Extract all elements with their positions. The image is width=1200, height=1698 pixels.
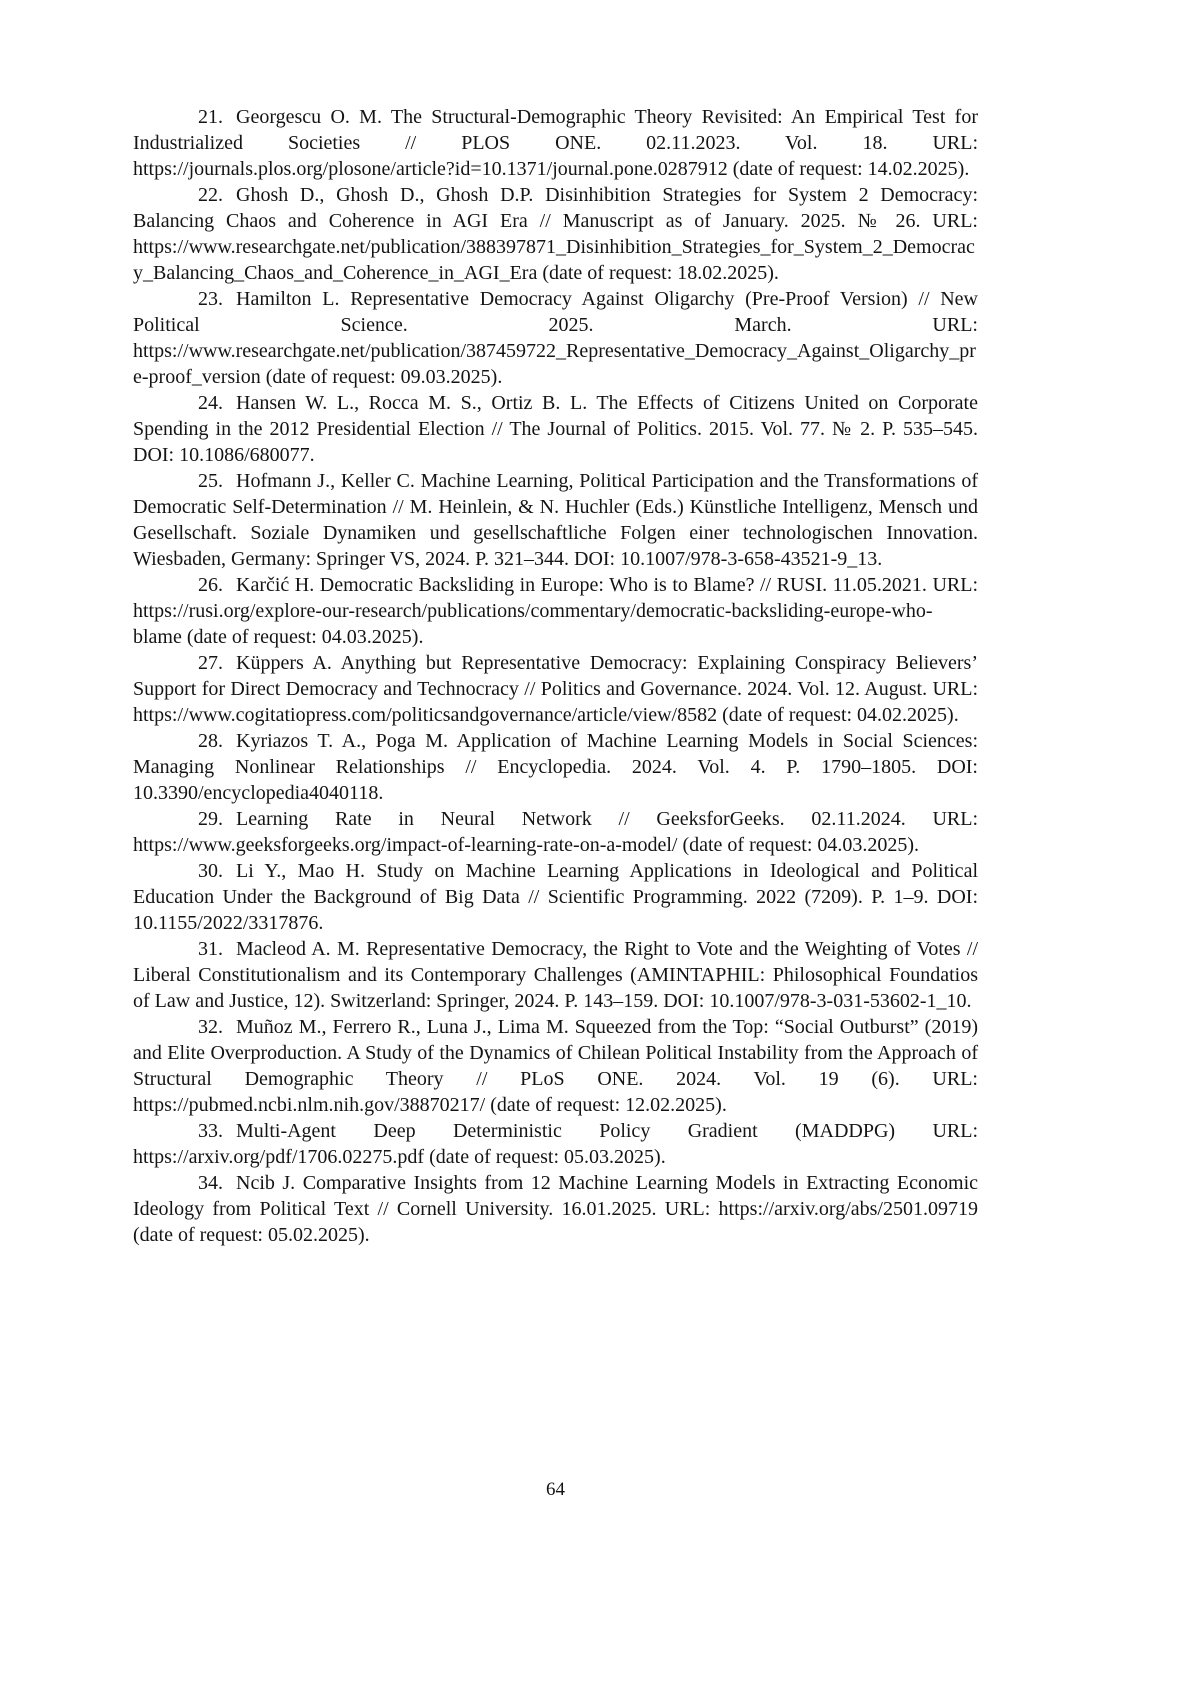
reference-text: Macleod A. M. Representative Democracy, the Right to Vote and the Weighting of Votes // Liberal Constitutionalism and its Contemporary Challenges (AMINTAPHIL: Philosophical Foundatios of Law and Justice, 12). Switzerland: Springer, 2024. P. 143–159. DOI: 10.1007/978-3-031-53602-1_10. (133, 938, 978, 1012)
reference-number: 30. (198, 860, 223, 882)
page-footer (133, 1477, 978, 1503)
reference-text: Learning Rate in Neural Network // GeeksforGeeks. 02.11.2024. URL: https://www.geeksforgeeks.org/impact-of-learning-rate-on-a-model/ (date of request: 04.03.2025). (133, 808, 978, 856)
reference-entry (133, 1014, 978, 1118)
reference-number: 21. (198, 106, 223, 128)
reference-number: 22. (198, 184, 223, 206)
reference-number: 27. (198, 652, 223, 674)
reference-text: Multi-Agent Deep Deterministic Policy Gradient (MADDPG) URL: https://arxiv.org/pdf/1706.02275.pdf (date of request: 05.03.2025). (133, 1120, 978, 1168)
reference-number: 23. (198, 288, 223, 310)
reference-entry (133, 728, 978, 806)
reference-text: Ncib J. Comparative Insights from 12 Machine Learning Models in Extracting Economic Ideology from Political Text // Cornell University. 16.01.2025. URL: https://arxiv.org/abs/2501.09719 (date of request: 05.02.2025). (133, 1172, 978, 1246)
reference-entry (133, 468, 978, 572)
reference-number: 33. (198, 1120, 223, 1142)
reference-entry (133, 858, 978, 936)
reference-number: 29. (198, 808, 223, 830)
reference-entry (133, 806, 978, 858)
references-list (133, 104, 978, 1248)
reference-text: Georgescu O. M. The Structural-Demographic Theory Revisited: An Empirical Test for Industrialized Societies // PLOS ONE. 02.11.2023. Vol. 18. URL: https://journals.plos.org/plosone/article?id=10.1371/journal.pone.0287912 (date of request: 14.02.2025). (133, 106, 978, 180)
reference-number: 28. (198, 730, 223, 752)
reference-text: Hofmann J., Keller C. Machine Learning, Political Participation and the Transformations of Democratic Self-Determination // M. Heinlein, & N. Huchler (Eds.) Künstliche Intelligenz, Mensch und Gesellschaft. Soziale Dynamiken und gesellschaftliche Folgen einer technologischen Innovation. Wiesbaden, Germany: Springer VS, 2024. P. 321–344. DOI: 10.1007/978-3-658-43521-9_13. (133, 470, 978, 570)
reference-text: Muñoz M., Ferrero R., Luna J., Lima M. Squeezed from the Top: “Social Outburst” (2019) and Elite Overproduction. A Study of the Dynamics of Chilean Political Instability from the Approach of Structural Demographic Theory // PLoS ONE. 2024. Vol. 19 (6). URL: https://pubmed.ncbi.nlm.nih.gov/38870217/ (date of request: 12.02.2025). (133, 1016, 978, 1116)
reference-entry (133, 572, 978, 650)
reference-number: 24. (198, 392, 223, 414)
reference-entry (133, 286, 978, 390)
reference-text: Küppers A. Anything but Representative Democracy: Explaining Conspiracy Believers’ Support for Direct Democracy and Technocracy // Politics and Governance. 2024. Vol. 12. August. URL: https://www.cogitatiopress.com/politicsandgovernance/article/view/8582 (date of request: 04.02.2025). (133, 652, 978, 726)
reference-entry (133, 650, 978, 728)
reference-text: Li Y., Mao H. Study on Machine Learning Applications in Ideological and Political Education Under the Background of Big Data // Scientific Programming. 2022 (7209). P. 1–9. DOI: 10.1155/2022/3317876. (133, 860, 978, 934)
reference-entry (133, 1118, 978, 1170)
reference-entry (133, 104, 978, 182)
reference-text: Ghosh D., Ghosh D., Ghosh D.P. Disinhibition Strategies for System 2 Democracy: Balancing Chaos and Coherence in AGI Era // Manuscript as of January. 2025. № 26. URL: https://www.researchgate.net/publication/388397871_Disinhibition_Strategies_for_System_2_Democracy_Balancing_Chaos_and_Coherence_in_AGI_Era (date of request: 18.02.2025). (133, 184, 978, 284)
reference-entry (133, 390, 978, 468)
reference-entry (133, 1170, 978, 1248)
reference-number: 34. (198, 1172, 223, 1194)
reference-text: Hansen W. L., Rocca M. S., Ortiz B. L. The Effects of Citizens United on Corporate Spending in the 2012 Presidential Election // The Journal of Politics. 2015. Vol. 77. № 2. P. 535–545. DOI: 10.1086/680077. (133, 392, 978, 466)
reference-text: Kyriazos T. A., Poga M. Application of Machine Learning Models in Social Sciences: Managing Nonlinear Relationships // Encyclopedia. 2024. Vol. 4. P. 1790–1805. DOI: 10.3390/encyclopedia4040118. (133, 730, 978, 804)
reference-entry (133, 936, 978, 1014)
reference-text: Hamilton L. Representative Democracy Against Oligarchy (Pre-Proof Version) // New Political Science. 2025. March. URL: https://www.researchgate.net/publication/387459722_Representative_Democracy_Against_Oligarchy_pre-proof_version (date of request: 09.03.2025). (133, 288, 978, 388)
reference-number: 32. (198, 1016, 223, 1038)
reference-number: 25. (198, 470, 223, 492)
reference-entry (133, 182, 978, 286)
reference-number: 31. (198, 938, 223, 960)
reference-number: 26. (198, 574, 223, 596)
page-number: 64 (546, 1479, 565, 1500)
reference-text: Karčić H. Democratic Backsliding in Europe: Who is to Blame? // RUSI. 11.05.2021. URL: https://rusi.org/explore-our-research/publications/commentary/democratic-backsliding-europe-who-blame (date of request: 04.03.2025). (133, 574, 978, 648)
